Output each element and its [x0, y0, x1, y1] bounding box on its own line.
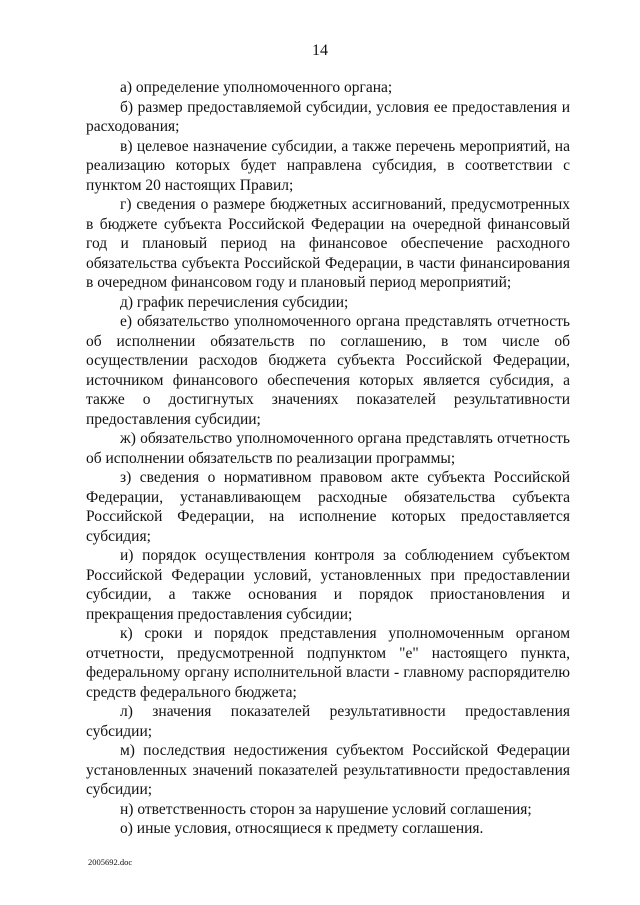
paragraph-k: к) сроки и порядок представления уполномоченным органом отчетности, предусмотренной подпунктом "е" настоящего пункта, федеральному органу исполнительной власти - главному распорядителю средств федерального бюджета; — [86, 625, 570, 701]
paragraph-m: м) последствия недостижения субъектом Российской Федерации установленных значений показателей результативности предоставления субсидии; — [86, 742, 570, 798]
paragraph-n: н) ответственность сторон за нарушение условий соглашения; — [120, 800, 532, 818]
paragraph-g: г) сведения о размере бюджетных ассигнований, предусмотренных в бюджете субъекта Российской Федерации на очередной финансовый год и плановый период на финансовое обеспечение расходного обязательства субъекта Российской Федерации, в части финансирования в очередном финансовом году и плановый период мероприятий; — [86, 196, 570, 291]
paragraph-b: б) размер предоставляемой субсидии, условия ее предоставления и расходования; — [86, 98, 570, 135]
paragraph-zh: ж) обязательство уполномоченного органа представлять отчетность об исполнении обязательств по реализации программы; — [86, 430, 570, 467]
paragraph-e: е) обязательство уполномоченного органа представлять отчетность об исполнении обязательств по соглашению, в том числе об осуществлении расходов бюджета субъекта Российской Федерации, источником финансового обеспечения которых является субсидия, а также о достигнутых значениях показателей результативности предоставления субсидии; — [86, 313, 570, 428]
paragraph-d: д) график перечисления субсидии; — [120, 293, 349, 311]
paragraph-o: о) иные условия, относящиеся к предмету соглашения. — [120, 820, 484, 837]
file-name-footer: 2005692.doc — [88, 857, 133, 867]
paragraph-z: з) сведения о нормативном правовом акте субъекта Российской Федерации, устанавливающем расходные обязательства субъекта Российской Федерации, на исполнение которых предоставляется субсидия; — [86, 469, 570, 545]
paragraph-i: и) порядок осуществления контроля за соблюдением субъектом Российской Федерации условий, установленных при предоставлении субсидии, а также основания и порядок приостановления и прекращения предоставления субсидии; — [86, 547, 570, 623]
document-body — [86, 78, 570, 839]
paragraph-v: в) целевое назначение субсидии, а также перечень мероприятий, на реализацию которых будет направлена субсидия, в соответствии с пунктом 20 настоящих Правил; — [86, 137, 570, 194]
page-number: 14 — [312, 42, 328, 59]
paragraph-l: л) значения показателей результативности предоставления субсидии; — [86, 703, 570, 740]
paragraph-a: а) определение уполномоченного органа; — [120, 79, 393, 96]
